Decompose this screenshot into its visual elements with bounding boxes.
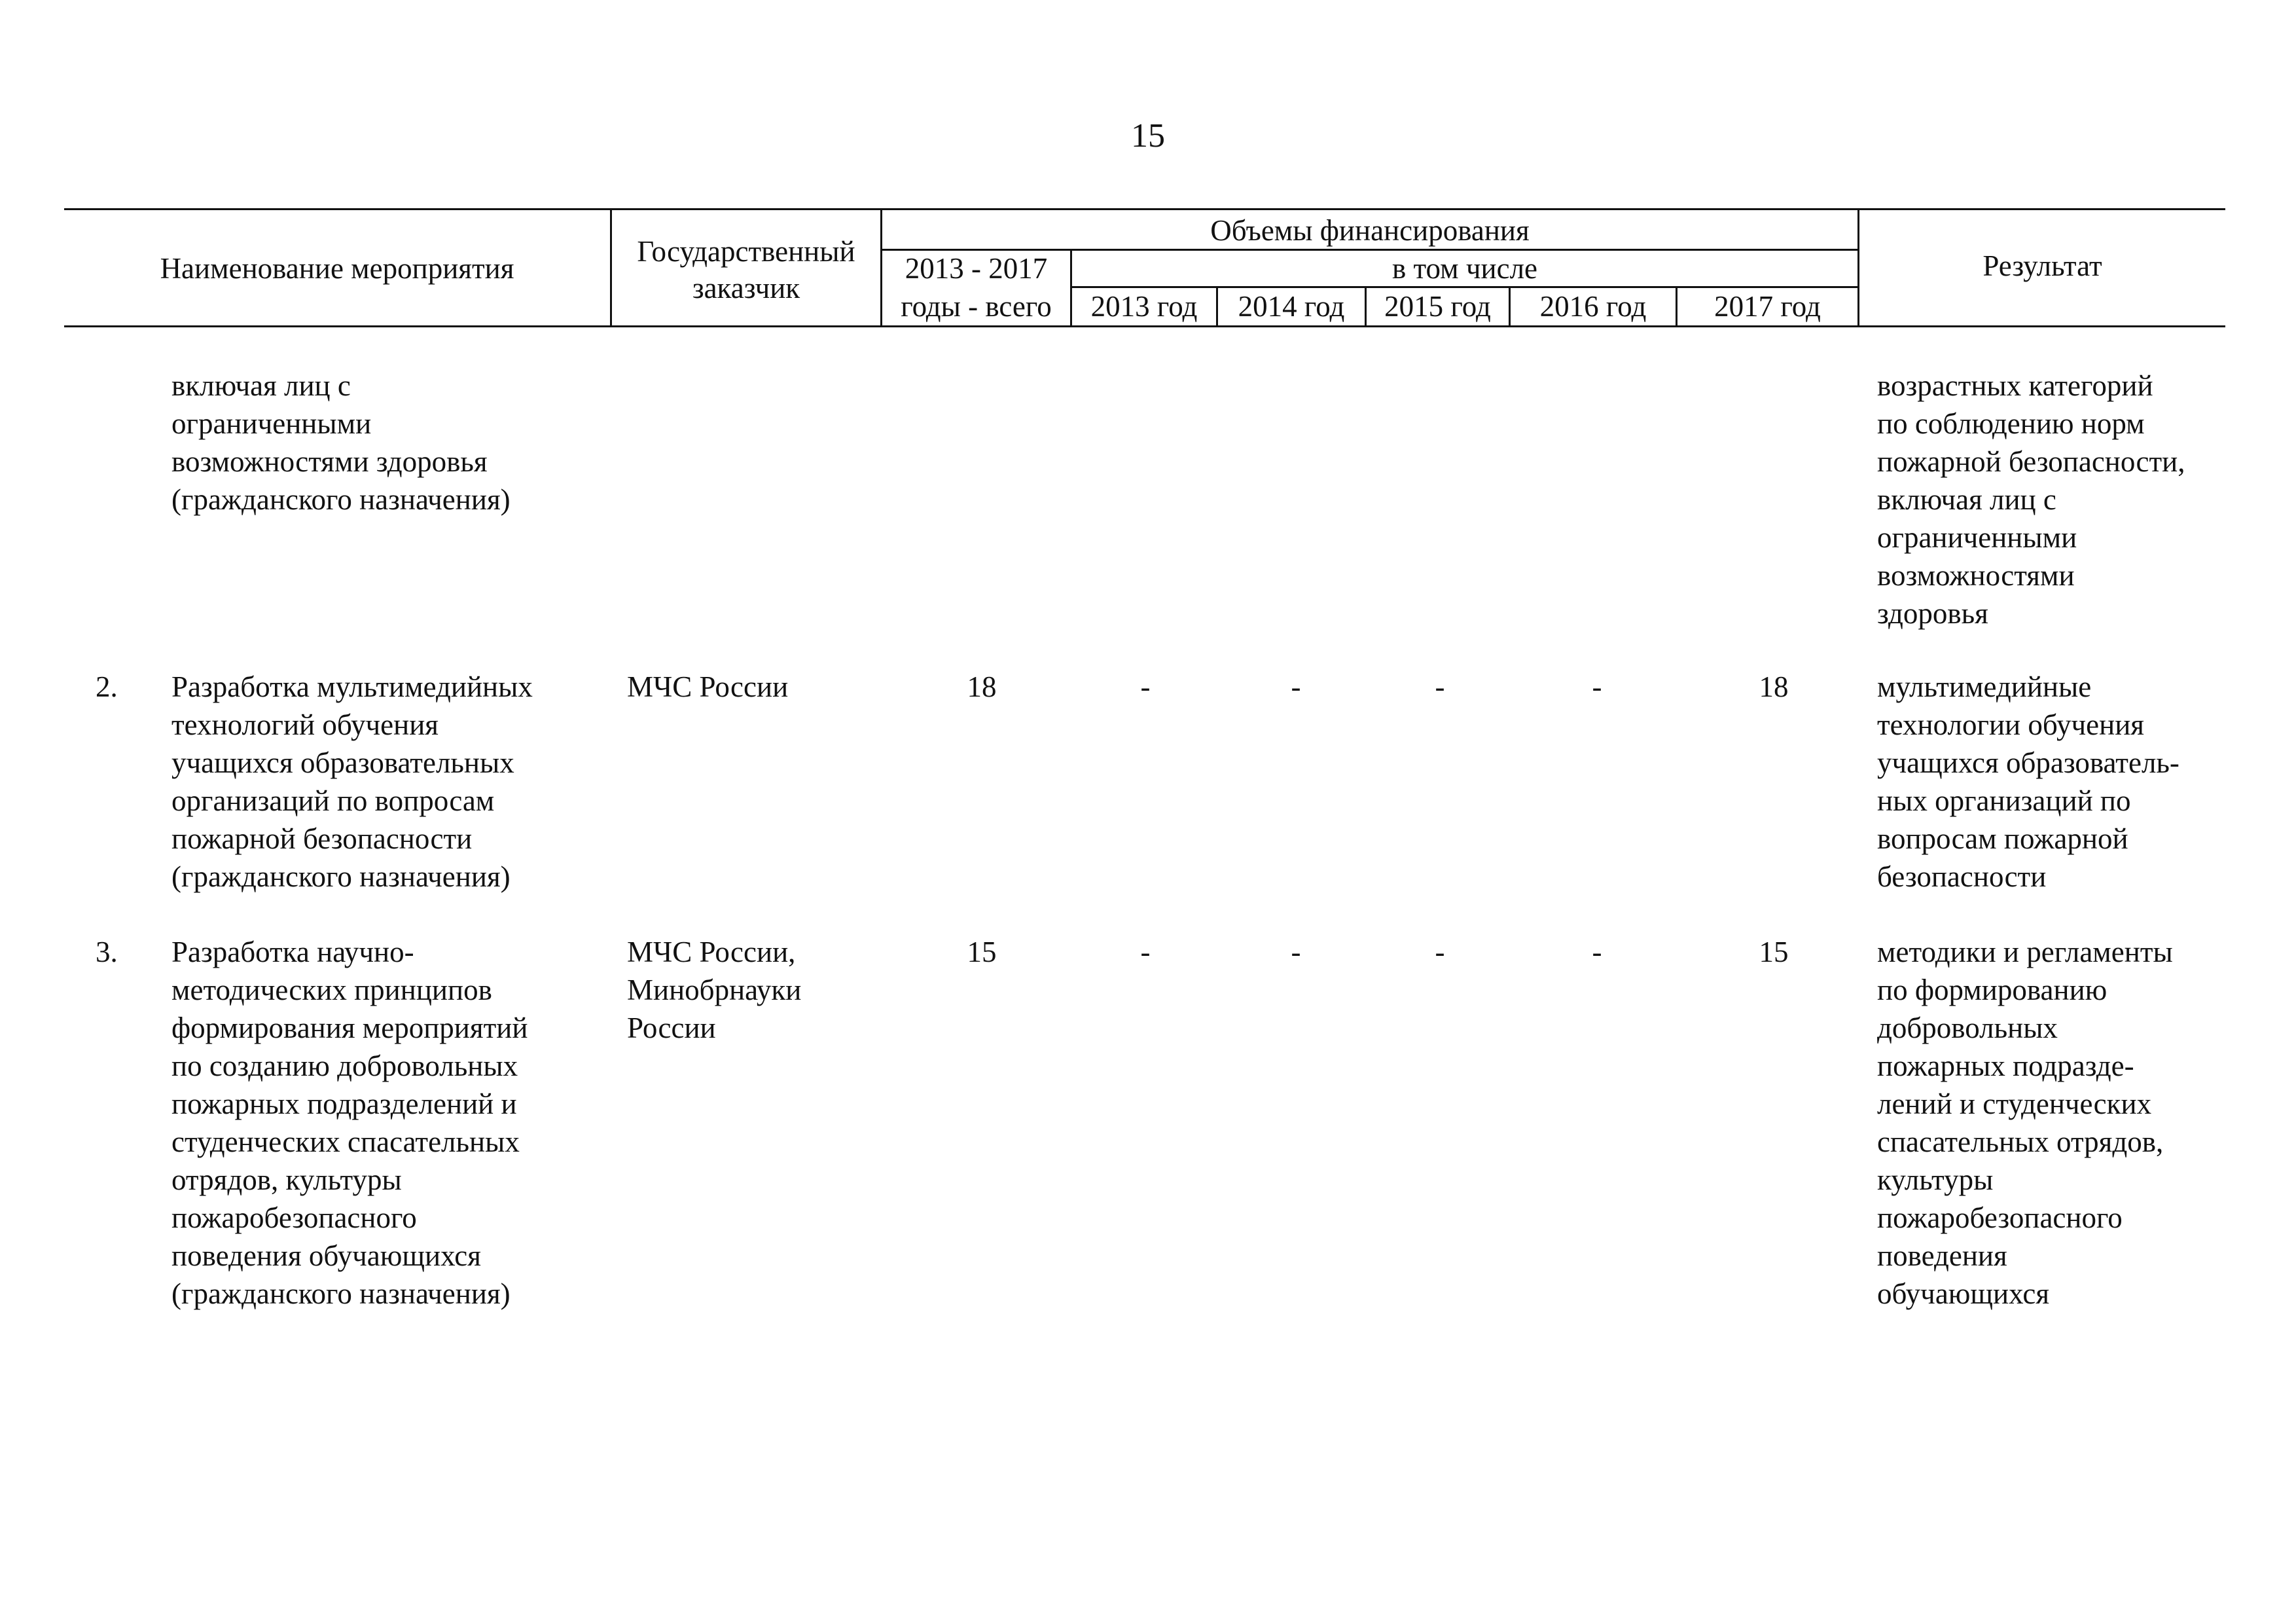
row-result: возрастных категорий по соблюдению норм пожарной безопасности, включая лиц с ограниченными возможностями здоровья [1877, 369, 2185, 630]
header-year-2016: 2016 год [1539, 290, 1647, 323]
including-divider [1070, 286, 1857, 288]
header-customer-line1: Государственный [637, 235, 855, 268]
header-year-2015: 2015 год [1384, 290, 1491, 323]
header-name: Наименование мероприятия [160, 252, 514, 285]
row-name: включая лиц с ограниченными возможностями здоровья (гражданского назначения) [171, 369, 511, 516]
row-2013: - [1140, 670, 1151, 703]
row-total: 15 [967, 936, 997, 968]
header-total-line1: 2013 - 2017 [905, 252, 1048, 285]
row-customer: МЧС России [627, 670, 789, 703]
row-2014: - [1291, 936, 1301, 968]
row-2015: - [1435, 936, 1445, 968]
page-number: 15 [1131, 117, 1165, 155]
header-funding-title: Объемы финансирования [1210, 214, 1530, 247]
row-2017: 15 [1759, 936, 1789, 968]
row-2016: - [1592, 670, 1602, 703]
row-index: 3. [96, 936, 118, 968]
header-total-line2: годы - всего [901, 290, 1052, 323]
header-including: в том числе [1391, 252, 1538, 285]
row-total: 18 [967, 670, 997, 703]
row-2016: - [1592, 936, 1602, 968]
row-index: 2. [96, 670, 118, 703]
funding-title-divider [880, 249, 1857, 251]
header-bottom-border [64, 325, 2225, 327]
row-result: методики и регламенты по формированию добровольных пожарных подразде- лений и студенческих спасательных отрядов, культуры пожаробезопасного поведения обучающихся [1877, 936, 2173, 1310]
row-result: мультимедийные технологии обучения учащихся образователь- ных организаций по вопросам пожарной безопасности [1877, 670, 2179, 893]
row-2013: - [1140, 936, 1151, 968]
header-year-2014: 2014 год [1238, 290, 1345, 323]
row-name: Разработка мультимедийных технологий обучения учащихся образовательных организаций по вопросам пожарной безопасности (гражданского назначения) [171, 670, 533, 893]
header-year-2013: 2013 год [1090, 290, 1198, 323]
header-year-2017: 2017 год [1714, 290, 1821, 323]
header-result: Результат [1982, 249, 2102, 282]
row-2014: - [1291, 670, 1301, 703]
header-top-border [64, 208, 2225, 210]
row-customer: МЧС России, Минобрнауки России [627, 936, 802, 1044]
row-2015: - [1435, 670, 1445, 703]
row-2017: 18 [1759, 670, 1789, 703]
row-name: Разработка научно- методических принципов формирования мероприятий по созданию добровольных пожарных подразделений и студенческих спасательных отрядов, культуры пожаробезопасного поведения обучающихся (гражданского назначения) [171, 936, 528, 1310]
header-customer-line2: заказчик [692, 272, 800, 304]
